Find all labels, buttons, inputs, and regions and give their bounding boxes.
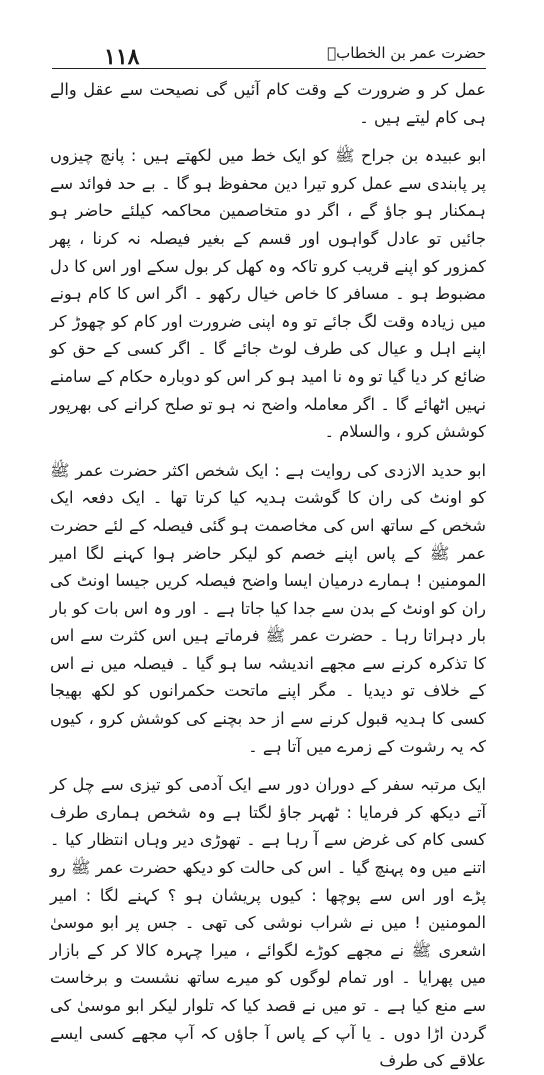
page-body (50, 76, 486, 1071)
header-rule (52, 68, 486, 69)
page-number: ۱۱۸ (104, 44, 140, 70)
paragraph-gift: ابو حدید الازدی کی روایت ہے : ایک شخص اکثر حضرت عمر ﷺ کو اونٹ کی ران کا گوشت ہدیہ کیا کرتا تھا ۔ ایک دفعہ ایک شخص کے ساتھ اس کی مخاصمت ہو گئی فیصلہ کے لئے حضرت عمر ﷺ کے پاس اپنے خصم کو لیکر حاضر ہوا کہنے لگا امیر المومنین ! ہمارے درمیان ایسا واضح فیصلہ کریں جیسا اونٹ کی ران کو اونٹ کے بدن سے جدا کیا جاتا ہے ۔ اور وہ اس بات کو بار بار دہراتا رہا ۔ حضرت عمر ﷺ فرماتے ہیں اس کثرت سے اس کا تذکرہ کرنے سے مجھے اندیشہ سا ہو گیا ۔ فیصلہ میں نے اس کے خلاف تو دیدیا ۔ مگر اپنے ماتحت حکمرانوں کو لکھ بھیجا کسی کا ہدیہ قبول کرنے سے از حد بچنے کی کوشش کرو ، کیوں کہ یہ رشوت کے زمرے میں آتا ہے ۔ (50, 460, 486, 756)
running-title: حضرت عمر بن الخطابؓ (327, 44, 486, 62)
paragraph-intro: عمل کر و ضرورت کے وقت کام آئیں گی نصیحت سے عقل والے ہی کام لیتے ہیں ۔ (50, 80, 486, 127)
page-header (52, 38, 486, 72)
paragraph-letter: ابو عبیدہ بن جراح ﷺ کو ایک خط میں لکھتے ہیں : پانچ چیزوں پر پابندی سے عمل کرو تیرا دین محفوظ ہو گا ۔ بے حد فوائد سے ہمکنار ہو جاؤ گے ، اگر دو متخاصمین محاکمہ کیلئے حاضر ہو جائیں تو عادل گواہوں اور قسم کے بغیر فیصلہ نہ کرنا ، پھر کمزور کو اپنے قریب کرو تاکہ وہ کھل کر بول سکے اور اس کا دل مضبوط ہو ۔ مسافر کا خاص خیال رکھو ۔ اگر اس کا کام ہونے میں زیادہ وقت لگ جائے تو وہ اپنی ضرورت اور کام کو چھوڑ کر اپنے اہل و عیال کی طرف لوٹ جائے گا ۔ اگر کسی کے حق کو ضائع کر دیا گیا تو وہ نا امید ہو کر اس کو دوبارہ حکام کے سامنے نہیں اٹھائے گا ۔ اگر معاملہ واضح نہ ہو تو صلح کرانے کی بھرپور کوشش کرو ، والسلام ۔ (50, 146, 486, 442)
paragraph-journey: ایک مرتبہ سفر کے دوران دور سے ایک آدمی کو تیزی سے چل کر آتے دیکھ کر فرمایا : ٹھہر جاؤ لگتا ہے وہ شخص ہماری طرف کسی کام کی غرض سے آ رہا ہے ۔ تھوڑی دیر وہاں انتظار کیا ۔ اتنے میں وہ پہنچ گیا ۔ اس کی حالت کو دیکھ حضرت عمر ﷺ رو پڑے اور اس سے پوچھا : کیوں پریشان ہو ؟ کہنے لگا : امیر المومنین ! میں نے شراب نوشی کی تھی ۔ جس پر ابو موسیٰ اشعری ﷺ نے مجھے کوڑے لگوائے ، میرا چہرہ کالا کر کے بازار میں پھرایا ۔ اور تمام لوگوں کو میرے ساتھ نشست و برخاست سے منع کیا ہے ۔ تو میں نے قصد کیا کہ تلوار لیکر ابو موسیٰ کی گردن اڑا دوں ۔ یا آپ کے پاس آ جاؤں کہ آپ مجھے کسی ایسے علاقے کی طرف (50, 775, 486, 1071)
